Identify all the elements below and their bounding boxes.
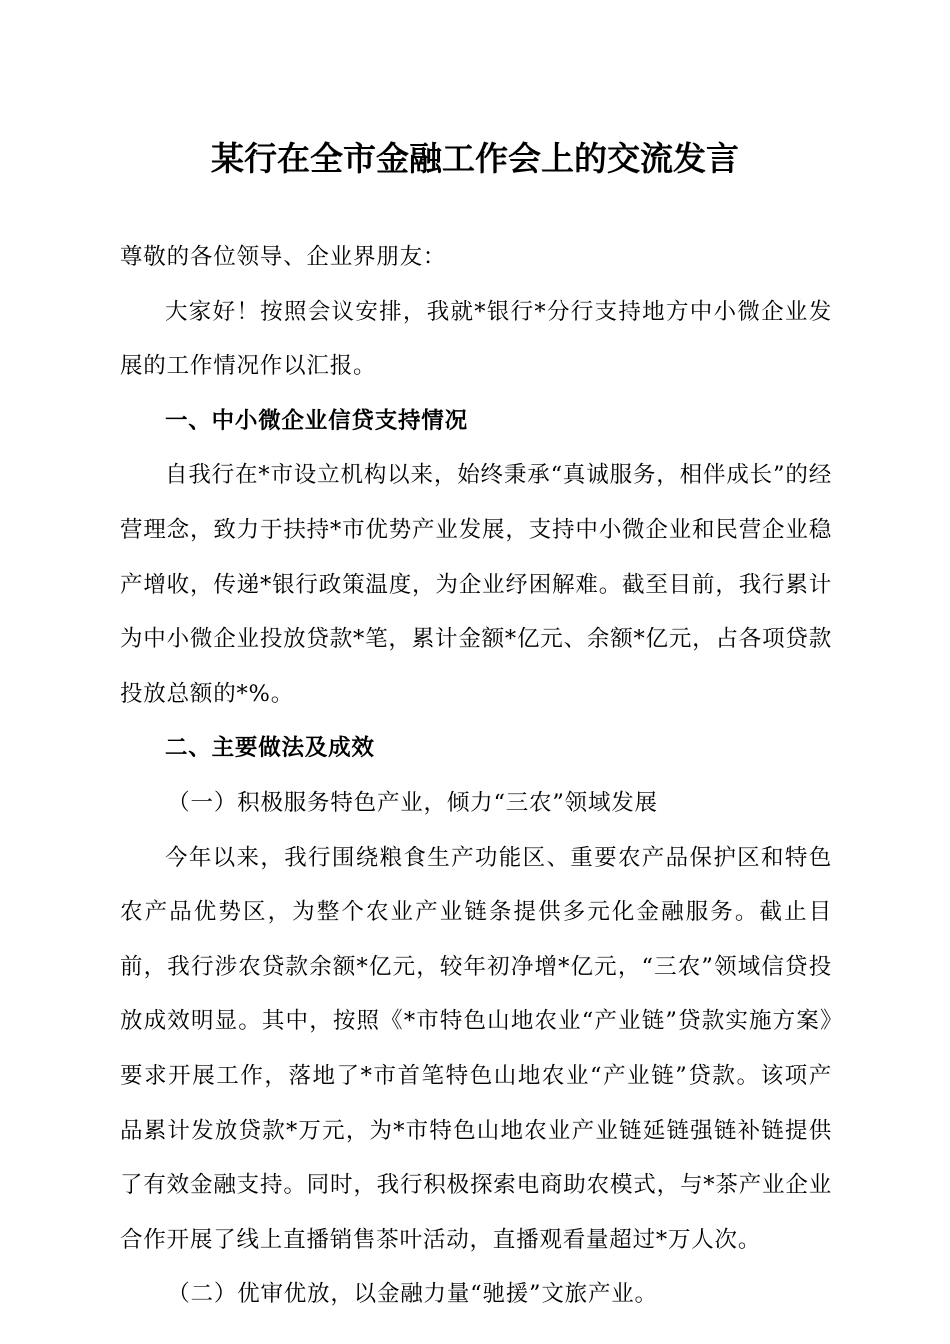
subsection-1-paragraph: 今年以来，我行围绕粮食生产功能区、重要农产品保护区和特色农产品优势区，为整个农业产业链条提供多元化金融服务。截止目前，我行涉农贷款余额*亿元，较年初净增*亿元，“三农”领域信贷投放成效明显。其中，按照《*市特色山地农业“产业链”贷款实施方案》要求开展工作，落地了*市首笔特色山地农业“产业链”贷款。该项产品累计发放贷款*万元，为*市特色山地农业产业链延链强链补链提供了有效金融支持。同时，我行积极探索电商助农模式，与*茶产业企业合作开展了线上直播销售茶叶活动，直播观看量超过*万人次。 — [120, 844, 832, 1253]
document-body — [120, 230, 832, 1322]
subsection-2-heading: （二）优审优放，以金融力量“驰援”文旅产业。 — [167, 1281, 658, 1308]
salutation: 尊敬的各位领导、企业界朋友： — [120, 244, 447, 270]
section-2-heading: 二、主要做法及成效 — [165, 735, 375, 762]
section-1-heading: 一、中小微企业信贷支持情况 — [165, 407, 468, 434]
section-1-paragraph: 自我行在*市设立机构以来，始终秉承“真诚服务，相伴成长”的经营理念，致力于扶持*市优势产业发展，支持中小微企业和民营企业稳产增收，传递*银行政策温度，为企业纾困解难。截至目前，我行累计为中小微企业投放贷款*笔，累计金额*亿元、余额*亿元，占各项贷款投放总额的*%。 — [120, 462, 832, 707]
document-title: 某行在全市金融工作会上的交流发言 — [211, 139, 739, 178]
subsection-1-heading: （一）积极服务特色产业，倾力“三农”领域发展 — [167, 789, 658, 816]
intro-paragraph: 大家好！按照会议安排，我就*银行*分行支持地方中小微企业发展的工作情况作以汇报。 — [120, 298, 832, 380]
